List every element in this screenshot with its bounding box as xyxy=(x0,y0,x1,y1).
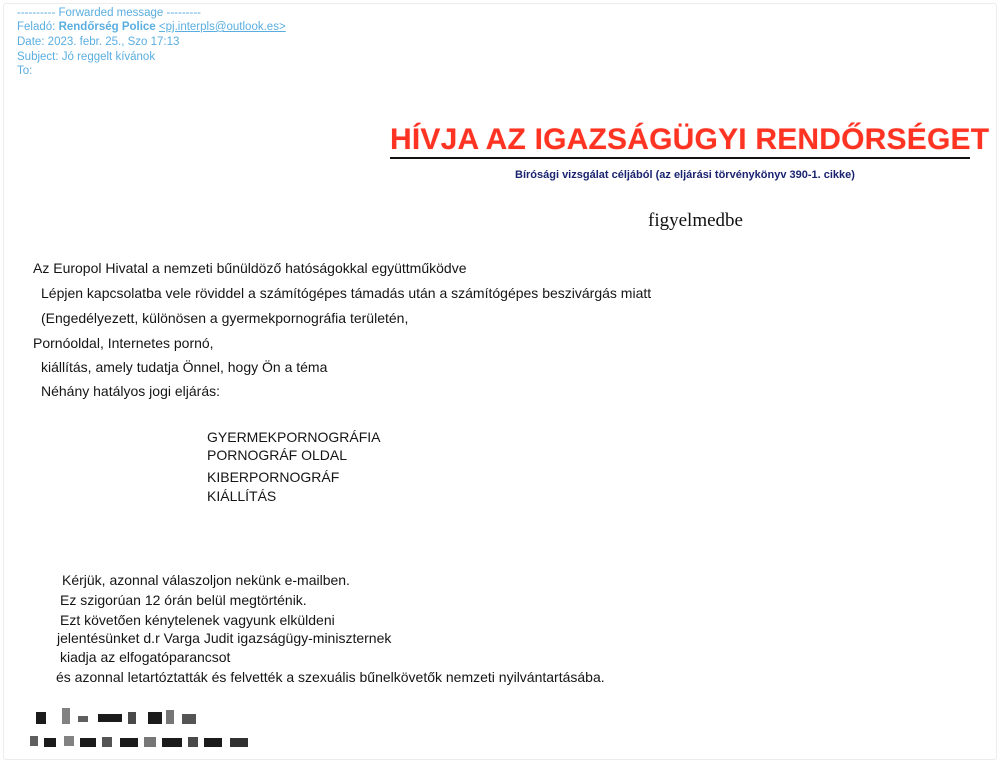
paragraph-line: kiállítás, amely tudatja Önnel, hogy Ön a téma xyxy=(41,359,328,375)
closing-line: kiadja az elfogatóparancsot xyxy=(60,649,231,665)
from-address[interactable]: <pj.interpls@outlook.es> xyxy=(158,21,286,33)
paragraph-line: Néhány hatályos jogi eljárás: xyxy=(41,383,220,399)
subject-line: Subject: Jó reggelt kívánok xyxy=(17,51,156,63)
closing-line: Ez szigorúan 12 órán belül megtörténik. xyxy=(60,592,307,608)
from-label: Feladó: xyxy=(17,21,59,33)
from-line xyxy=(17,21,286,33)
closing-line: és azonnal letartóztatták és felvették a szexuális bűnelkövetők nemzeti nyilvántartásába. xyxy=(56,669,605,685)
paragraph-line: Pornóoldal, Internetes pornó, xyxy=(33,335,214,351)
paragraph-line: Az Europol Hivatal a nemzeti bűnüldöző hatóságokkal együttműködve xyxy=(33,260,467,276)
headline-underline xyxy=(390,157,970,159)
subheadline: Bírósági vizsgálat céljából (az eljárási törvénykönyv 390-1. cikke) xyxy=(515,169,855,181)
headline: HÍVJA AZ IGAZSÁGÜGYI RENDŐRSÉGET xyxy=(390,123,990,156)
closing-line: Kérjük, azonnal válaszoljon nekünk e-mailben. xyxy=(62,572,350,588)
forwarded-message-line: ---------- Forwarded message --------- xyxy=(17,7,201,19)
paragraph-line: (Engedélyezett, különösen a gyermekpornográfia területén, xyxy=(41,310,409,326)
attention-word: figyelmedbe xyxy=(648,210,743,231)
closing-line: Ezt követően kénytelenek vagyunk elküldeni xyxy=(60,612,335,628)
procedure-item: KIÁLLÍTÁS xyxy=(207,488,277,504)
paragraph-line: Lépjen kapcsolatba vele röviddel a számítógépes támadás után a számítógépes beszivárgás miatt xyxy=(41,285,652,301)
procedure-item: KIBERPORNOGRÁF xyxy=(207,469,340,485)
closing-line: jelentésünket d.r Varga Judit igazságügy-miniszternek xyxy=(57,630,392,646)
document-frame xyxy=(3,3,997,760)
from-name: Rendőrség Police xyxy=(58,21,156,33)
date-line: Date: 2023. febr. 25., Szo 17:13 xyxy=(17,36,180,48)
procedure-item: GYERMEKPORNOGRÁFIA xyxy=(207,429,381,445)
to-line: To: xyxy=(17,65,33,77)
procedure-item: PORNOGRÁF OLDAL xyxy=(207,447,348,463)
